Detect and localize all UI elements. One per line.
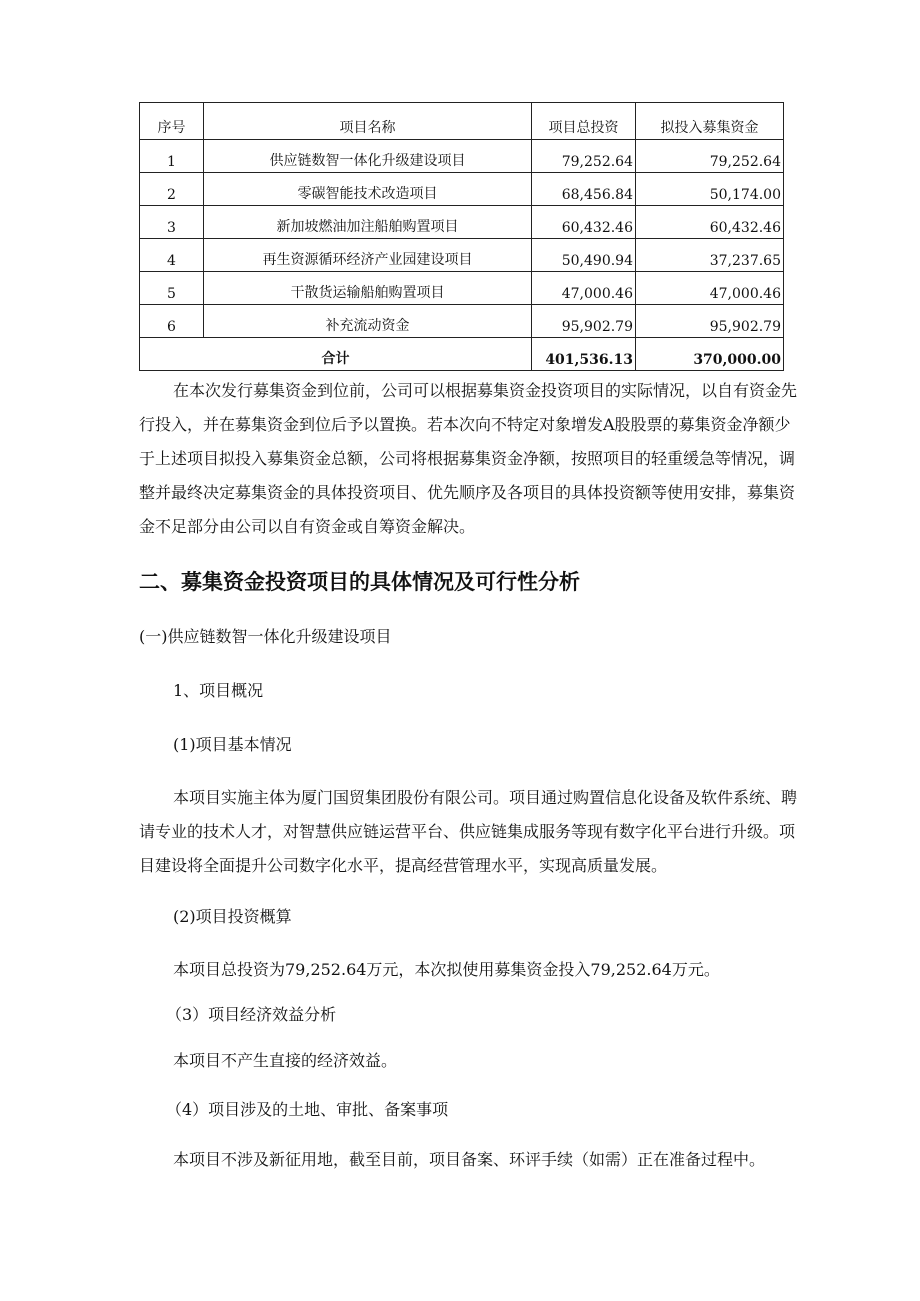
item-1-2-title: (2)项目投资概算 bbox=[173, 907, 292, 926]
land-text: 本项目不涉及新征用地，截至目前，项目备案、环评手续（如需）正在准备过程中。 bbox=[173, 1150, 766, 1169]
investment-table bbox=[139, 102, 784, 371]
economic-text: 本项目不产生直接的经济效益。 bbox=[173, 1051, 398, 1070]
row-raised: 37,237.65 bbox=[636, 239, 784, 272]
row-name: 供应链数智一体化升级建设项目 bbox=[204, 140, 532, 173]
row-name: 再生资源循环经济产业园建设项目 bbox=[204, 239, 532, 272]
item-1-4-title: （4）项目涉及的土地、审批、备案事项 bbox=[166, 1100, 449, 1119]
row-name: 补充流动资金 bbox=[204, 305, 532, 338]
header-raised: 拟投入募集资金 bbox=[636, 103, 784, 140]
header-no: 序号 bbox=[140, 103, 204, 140]
row-raised: 95,902.79 bbox=[636, 305, 784, 338]
row-total: 50,490.94 bbox=[532, 239, 636, 272]
total-total: 401,536.13 bbox=[532, 338, 636, 371]
row-total: 95,902.79 bbox=[532, 305, 636, 338]
section-heading: 二、募集资金投资项目的具体情况及可行性分析 bbox=[139, 570, 580, 594]
row-name: 零碳智能技术改造项目 bbox=[204, 173, 532, 206]
basic-info-paragraph: 本项目实施主体为厦门国贸集团股份有限公司。项目通过购置信息化设备及软件系统、聘请专业的技术人才，对智慧供应链运营平台、供应链集成服务等现有数字化平台进行升级。项目建设将全面提升公司数字化水平，提高经营管理水平，实现高质量发展。 bbox=[139, 788, 798, 875]
item-1-3-title: （3）项目经济效益分析 bbox=[166, 1005, 337, 1024]
subsection-title: (一)供应链数智一体化升级建设项目 bbox=[139, 627, 392, 646]
row-total: 47,000.46 bbox=[532, 272, 636, 305]
item-1-title: 1、项目概况 bbox=[173, 681, 264, 700]
table-row bbox=[140, 305, 784, 338]
table-row bbox=[140, 239, 784, 272]
row-no: 3 bbox=[140, 206, 204, 239]
row-no: 4 bbox=[140, 239, 204, 272]
row-no: 6 bbox=[140, 305, 204, 338]
investment-text: 本项目总投资为79,252.64万元，本次拟使用募集资金投入79,252.64万元。 bbox=[173, 960, 720, 979]
row-raised: 79,252.64 bbox=[636, 140, 784, 173]
row-raised: 50,174.00 bbox=[636, 173, 784, 206]
table-row bbox=[140, 173, 784, 206]
row-total: 60,432.46 bbox=[532, 206, 636, 239]
table-row bbox=[140, 140, 784, 173]
item-1-1-title: (1)项目基本情况 bbox=[173, 735, 292, 754]
table-header-row bbox=[140, 103, 784, 140]
row-name: 干散货运输船舶购置项目 bbox=[204, 272, 532, 305]
intro-paragraph: 在本次发行募集资金到位前，公司可以根据募集资金投资项目的实际情况，以自有资金先行投入，并在募集资金到位后予以置换。若本次向不特定对象增发A股股票的募集资金净额少于上述项目拟投入募集资金总额，公司将根据募集资金净额，按照项目的轻重缓急等情况，调整并最终决定募集资金的具体投资项目、优先顺序及各项目的具体投资额等使用安排，募集资金不足部分由公司以自有资金或自筹资金解决。 bbox=[139, 381, 798, 536]
total-raised: 370,000.00 bbox=[636, 338, 784, 371]
header-total: 项目总投资 bbox=[532, 103, 636, 140]
row-total: 68,456.84 bbox=[532, 173, 636, 206]
table-total-row bbox=[140, 338, 784, 371]
table-row bbox=[140, 206, 784, 239]
header-name: 项目名称 bbox=[204, 103, 532, 140]
row-raised: 47,000.46 bbox=[636, 272, 784, 305]
total-label: 合计 bbox=[140, 338, 532, 371]
row-no: 1 bbox=[140, 140, 204, 173]
row-name: 新加坡燃油加注船舶购置项目 bbox=[204, 206, 532, 239]
row-total: 79,252.64 bbox=[532, 140, 636, 173]
table-row bbox=[140, 272, 784, 305]
row-no: 2 bbox=[140, 173, 204, 206]
row-raised: 60,432.46 bbox=[636, 206, 784, 239]
row-no: 5 bbox=[140, 272, 204, 305]
